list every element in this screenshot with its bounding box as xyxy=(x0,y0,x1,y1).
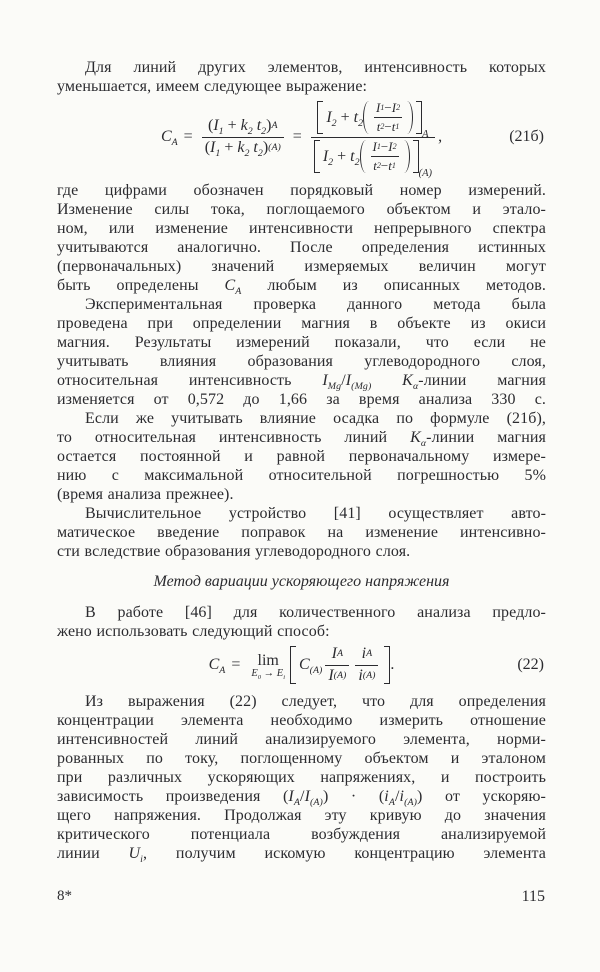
text-line xyxy=(57,371,546,393)
math-variable: i xyxy=(384,788,389,805)
math-variable: I xyxy=(322,147,329,165)
text-line: рованных по току, поглощенному объектом и эталоном xyxy=(57,750,546,767)
text-line: проведена при определении магния в объекте из окиси xyxy=(57,315,546,332)
text-line: критического потенциала возбуждения анализируемой xyxy=(57,826,546,843)
math-text: − xyxy=(384,119,392,134)
text-line: концентрации элемента необходимо измерить отношение xyxy=(57,712,546,729)
right-paren xyxy=(404,140,410,173)
math-variable: t xyxy=(350,147,355,165)
math-variable: I xyxy=(304,788,310,805)
text-line: магния. Результаты измерений показали, что если не xyxy=(57,334,546,351)
subscript: 2 xyxy=(354,156,360,168)
math-variable: E xyxy=(276,667,284,679)
paragraph-computer xyxy=(57,504,546,561)
math-variable: I xyxy=(288,788,294,805)
subscript: i xyxy=(283,673,285,681)
left-square-bracket xyxy=(317,101,323,134)
printer-signature-mark: 8* xyxy=(57,888,72,904)
paragraph-conclusion xyxy=(57,692,546,866)
math-variable: I xyxy=(213,117,219,134)
subscript: A xyxy=(171,137,178,149)
text-line xyxy=(57,844,546,866)
paragraph-method-intro xyxy=(57,603,546,641)
subscript: α xyxy=(420,438,427,450)
text-line: жено использовать следующий способ: xyxy=(57,623,330,640)
math-text: + xyxy=(333,147,351,165)
math-variable: I xyxy=(376,100,381,115)
math-variable: t xyxy=(391,119,396,134)
paren-group xyxy=(360,139,410,174)
text-line: Из выражения (22) следует, что для определения xyxy=(85,693,546,710)
fraction-numerator: I 1 − I 2 xyxy=(372,139,397,154)
text-line xyxy=(57,276,547,298)
math-variable: I xyxy=(345,372,352,389)
text-line: интенсивностей линий анализируемого элемента, норми- xyxy=(57,731,546,748)
fraction-numerator xyxy=(314,100,431,140)
math-text: ) xyxy=(266,117,272,134)
comma: , xyxy=(438,128,443,145)
math-text: → xyxy=(261,667,277,679)
equation-number-22: (22) xyxy=(517,656,544,673)
subscript: 2 xyxy=(257,148,263,160)
equation-22 xyxy=(57,645,546,685)
fraction-bar xyxy=(325,665,349,666)
subscript: A xyxy=(219,665,226,677)
fraction-denominator: t 2 − t 1 xyxy=(376,119,400,134)
math-lhs xyxy=(160,128,178,149)
lim-subscript xyxy=(251,668,285,679)
right-paren xyxy=(407,101,413,134)
fraction-bar xyxy=(355,665,378,666)
equals-sign: = xyxy=(231,656,241,673)
subscript: (A) xyxy=(309,665,323,677)
math-text: / xyxy=(394,788,400,805)
left-paren xyxy=(363,101,369,134)
subscript: 2 xyxy=(261,126,267,138)
math-text: быть определены xyxy=(57,277,225,294)
math-variable: i xyxy=(399,788,405,805)
paragraph-experiment xyxy=(57,295,546,409)
math-text: − xyxy=(380,158,389,173)
fraction-denominator: ($I_1 + k_2$ $t_2$) (A) xyxy=(204,139,281,160)
text-line: (время анализа прежнее). xyxy=(57,486,234,503)
current-fraction xyxy=(355,645,378,685)
inner-fraction xyxy=(374,100,402,135)
subscript: 1 xyxy=(215,148,221,160)
math-text: ) от ускоряю- xyxy=(417,788,546,805)
math-text: линии xyxy=(57,845,129,862)
math-text: ) · ( xyxy=(322,788,385,805)
math-text: ( xyxy=(204,139,211,156)
paragraph-where xyxy=(57,181,547,298)
subscript: α xyxy=(412,381,419,393)
text-line: Экспериментальная проверка данного метода была xyxy=(85,296,546,313)
fraction-denominator: i (A) xyxy=(358,667,376,684)
fraction-denominator: I (A) xyxy=(328,667,347,684)
math-variable: t xyxy=(256,117,262,134)
text-line: сти вследствие образования углеводородного слоя. xyxy=(57,543,411,560)
math-text: любым из описанных методов. xyxy=(241,277,547,294)
subscript: 2 xyxy=(331,117,337,129)
math-variable: U xyxy=(128,845,141,862)
equation-21b-math xyxy=(57,100,546,179)
math-text: / xyxy=(341,372,346,389)
math-text: + xyxy=(220,139,238,156)
equation-number-21b: (21б) xyxy=(509,128,544,145)
fraction-numerator: I A xyxy=(331,645,344,662)
math-variable: E xyxy=(251,667,258,679)
bracket-group xyxy=(314,139,433,179)
math-text: зависимость произведения ( xyxy=(57,788,289,805)
subscript: 0 xyxy=(257,673,262,681)
math-text: / xyxy=(300,788,305,805)
text-line: изменяется от 0,572 до 1,66 за время анализа 330 с. xyxy=(57,391,546,408)
text-line: (первоначальных) значений измеряемых величин могут xyxy=(57,258,546,275)
subscript: i xyxy=(140,854,144,866)
subscript: A xyxy=(422,129,429,140)
math-expression xyxy=(204,139,269,160)
math-variable: C xyxy=(224,277,236,294)
subscript: A xyxy=(235,286,242,298)
period: . xyxy=(390,656,395,673)
fraction-bar xyxy=(371,156,399,157)
math-variable: k xyxy=(240,117,248,134)
fraction-numerator: I 1 − I 2 xyxy=(376,100,401,115)
subscript: 1 xyxy=(218,126,224,138)
subscript: Mg xyxy=(327,381,342,393)
math-variable: C xyxy=(208,656,220,673)
subscript: 2 xyxy=(244,148,250,160)
fraction-numerator: ($I_1 + k_2$ $t_2$) A xyxy=(208,117,278,138)
intensity-fraction xyxy=(325,645,349,685)
math-variable: t xyxy=(253,139,258,156)
fraction-numerator: i A xyxy=(361,645,373,662)
paren-group xyxy=(363,100,413,135)
subscript: (A) xyxy=(404,797,418,809)
fraction-bar xyxy=(311,137,435,138)
bracket-group xyxy=(290,645,390,685)
math-coefficient xyxy=(299,656,323,677)
subscript: (Mg) xyxy=(351,381,372,393)
math-variable: i xyxy=(361,645,367,662)
fraction-denominator: t 2 − t 1 xyxy=(373,158,396,173)
math-text: + xyxy=(223,117,241,134)
math-variable: C xyxy=(299,656,310,673)
bracket-group xyxy=(317,100,429,140)
math-text: , получим искомую концентрацию элемента xyxy=(143,845,546,862)
paragraph-intro xyxy=(57,58,546,96)
math-text: ( xyxy=(208,117,214,134)
text-line: ном, или изменение интенсивности непрерывного спектра xyxy=(57,220,546,237)
math-lhs xyxy=(208,656,226,677)
math-text xyxy=(371,372,402,389)
math-variable: I xyxy=(326,108,332,126)
math-variable: I xyxy=(391,100,397,115)
math-variable: t xyxy=(388,158,392,173)
subscript: 2 xyxy=(247,126,253,138)
limit-operator xyxy=(251,652,285,679)
page-number: 115 xyxy=(521,888,545,905)
math-text: + xyxy=(336,108,354,126)
math-variable: I xyxy=(372,139,377,154)
equals-sign: = xyxy=(183,128,193,145)
text-line xyxy=(57,428,546,450)
subscript: A xyxy=(293,797,301,809)
equation-21b xyxy=(57,100,546,179)
math-text: относительная интенсивность xyxy=(57,372,323,389)
text-line: уменьшается, имеем следующее выражение: xyxy=(57,78,368,95)
math-variable: t xyxy=(373,158,377,173)
math-variable: t xyxy=(353,108,359,126)
math-variable: I xyxy=(322,372,328,389)
paragraph-correction xyxy=(57,409,546,504)
equation-22-math xyxy=(57,645,546,685)
math-expression xyxy=(326,109,363,127)
text-line: В работе [46] для количественного анализа предло- xyxy=(85,604,546,621)
math-variable: t xyxy=(376,119,381,134)
text-line: Для линий других элементов, интенсивность которых xyxy=(85,59,546,76)
math-variable: I xyxy=(328,667,334,684)
text-line xyxy=(57,787,546,809)
subscript: 2 xyxy=(358,117,364,129)
text-line: нию с максимальной относительной погрешностью 5% xyxy=(57,467,546,484)
text-line: при различных ускоряющих напряжениях, и построить xyxy=(57,769,546,786)
text-line: учитываются аналогично. После определения истинных xyxy=(57,239,546,256)
math-variable: I xyxy=(210,139,216,156)
fraction-bracketed xyxy=(311,100,435,179)
math-text: -линии магния xyxy=(418,372,546,389)
text-line: Если же учитывать влияние осадка по формуле (21б), xyxy=(85,410,546,427)
subscript: (A) xyxy=(310,797,323,809)
lim-word: lim xyxy=(257,651,279,669)
fraction-bar xyxy=(374,117,402,118)
section-heading: Метод вариации ускоряющего напряжения xyxy=(153,573,450,590)
math-text: то относительная интенсивность линий xyxy=(57,429,411,446)
equals-sign: = xyxy=(292,128,302,145)
text-line: щего напряжения. Продолжая эту кривую до значения xyxy=(57,807,546,824)
math-text: ) xyxy=(262,139,269,156)
subscript: A xyxy=(388,797,395,809)
math-text: − xyxy=(384,100,392,115)
left-square-bracket xyxy=(314,140,320,173)
text-line: матическое введение поправок на изменение интенсивно- xyxy=(57,524,546,541)
math-variable: k xyxy=(237,139,245,156)
inner-fraction xyxy=(371,139,399,174)
fraction-simple xyxy=(202,117,284,160)
left-paren xyxy=(360,140,366,173)
text-line: где цифрами обозначен порядковый номер измерений. xyxy=(57,182,546,199)
subscript: (A) xyxy=(418,168,433,179)
text-line: Изменение силы тока, поглощаемого объектом и этало- xyxy=(57,201,546,218)
text-line: остается постоянной и равной первоначальному измере- xyxy=(57,448,546,465)
math-expression xyxy=(208,117,272,138)
math-text: -линии магния xyxy=(426,429,546,446)
math-variable: K xyxy=(410,429,421,446)
math-expression xyxy=(323,148,360,166)
subscript: 2 xyxy=(328,156,334,168)
text-line: учитывать влияния образования углеводородного слоя, xyxy=(57,353,546,370)
math-text: − xyxy=(380,139,389,154)
math-variable: I xyxy=(388,139,393,154)
math-variable: I xyxy=(331,645,337,662)
text-line: Вычислительное устройство [41] осуществляет авто- xyxy=(85,505,546,522)
math-variable: K xyxy=(402,372,413,389)
math-variable: i xyxy=(358,667,363,684)
fraction-bar xyxy=(202,137,284,138)
math-variable: C xyxy=(160,128,172,145)
fraction-denominator xyxy=(311,139,435,179)
left-square-bracket xyxy=(290,646,296,684)
page-content xyxy=(57,58,547,866)
